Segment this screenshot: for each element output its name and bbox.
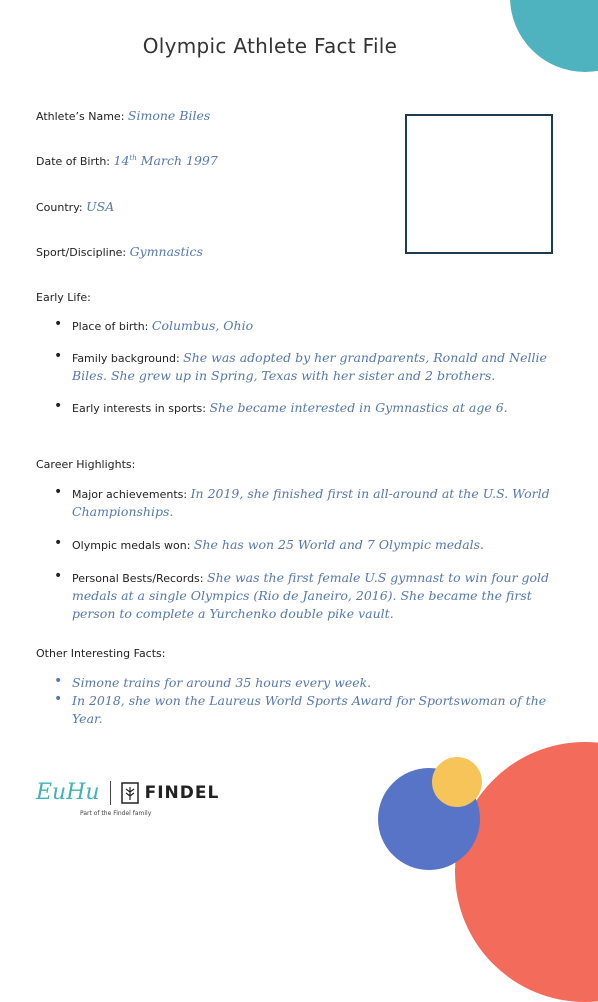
photo-frame xyxy=(405,114,553,254)
early-life-list xyxy=(52,317,552,417)
date-of-birth-value xyxy=(114,153,218,168)
date-of-birth-label: Date of Birth: xyxy=(36,155,111,168)
list-item: • Place of birth: Columbus, Ohio xyxy=(52,317,552,335)
country-value: USA xyxy=(86,199,115,214)
list-item: • Olympic medals won: She has won 25 World and 7 Olympic medals. xyxy=(52,536,552,554)
logo-tagline: Part of the Findel family xyxy=(80,810,152,817)
athlete-name-value: Simone Biles xyxy=(127,108,211,123)
list-item: • Family background: She was adopted by her grandparents, Ronald and Nellie Biles. She grew up in Spring, Texas with her sister and 2 brothers. xyxy=(52,349,552,385)
sport-field xyxy=(36,244,203,259)
logo-divider xyxy=(110,781,111,805)
athlete-name-field xyxy=(36,108,210,123)
early-life-heading: Early Life: xyxy=(36,291,91,304)
career-list xyxy=(52,485,552,623)
career-heading: Career Highlights: xyxy=(36,458,136,471)
dob-day: 14 xyxy=(113,153,130,168)
dob-rest: March 1997 xyxy=(140,153,218,168)
country-label: Country: xyxy=(36,201,83,214)
findel-logo-text: FINDEL xyxy=(144,782,220,803)
dob-ordinal: th xyxy=(129,153,137,162)
publisher-logo xyxy=(36,780,219,805)
other-facts-list xyxy=(52,674,552,728)
list-item: • Early interests in sports: She became interested in Gymnastics at age 6. xyxy=(52,399,552,417)
list-item: • In 2018, she won the Laureus World Sports Award for Sportswoman of the Year. xyxy=(52,692,552,728)
other-facts-heading: Other Interesting Facts: xyxy=(36,647,166,660)
page-title: Olympic Athlete Fact File xyxy=(142,34,398,58)
findel-leaf-icon xyxy=(121,782,139,804)
list-item: • Personal Bests/Records: She was the first female U.S gymnast to win four gold medals at a single Olympics (Rio de Janeiro, 2016). She became the first person to complete a Yurchenko double pike vault. xyxy=(52,569,552,623)
country-field xyxy=(36,199,114,214)
sport-label: Sport/Discipline: xyxy=(36,246,127,259)
yellow-decoration-circle xyxy=(432,757,482,807)
list-item: • Simone trains for around 35 hours every week. xyxy=(52,674,552,692)
date-of-birth-field xyxy=(36,153,218,168)
list-item: • Major achievements: In 2019, she finished first in all-around at the U.S. World Championships. xyxy=(52,485,552,521)
athlete-name-label: Athlete’s Name: xyxy=(36,110,125,123)
euhu-logo-text: EuHu xyxy=(36,780,100,805)
sport-value: Gymnastics xyxy=(129,244,203,259)
